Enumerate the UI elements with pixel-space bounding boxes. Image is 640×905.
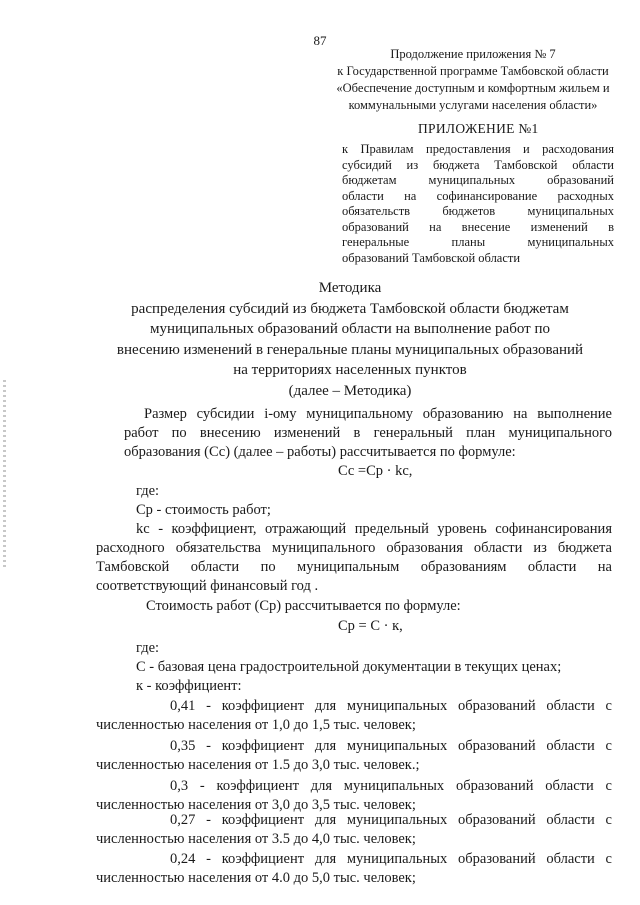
- where-label: где:: [136, 640, 160, 656]
- methodology-line: муниципальных образований области на выполнение работ по: [150, 321, 550, 337]
- coefficient-line: численностью населения от 1.5 до 3,0 тыс. человек.;: [96, 757, 420, 773]
- rules-line: обязательств бюджетов муниципальных: [342, 204, 614, 218]
- coefficient-line: 0,41 - коэффициент для муниципальных образований области с: [170, 698, 612, 714]
- annex-header-line: коммунальными услугами населения области»: [348, 98, 598, 112]
- paragraph-cost: Стоимость работ (Ср) рассчитывается по формуле:: [146, 598, 461, 614]
- rules-line: образований Тамбовской области: [342, 250, 521, 265]
- formula-cost: Ср = С · к,: [338, 618, 403, 634]
- coefficient-line: численностью населения от 4.0 до 5,0 тыс. человек;: [96, 870, 416, 886]
- paragraph-line: Размер субсидии i-ому муниципальному образованию на выполнение: [144, 406, 612, 422]
- page-number: 87: [313, 33, 327, 48]
- coefficient-line: 0,3 - коэффициент для муниципальных образований области с: [170, 778, 612, 794]
- methodology-line: распределения субсидий из бюджета Тамбовской области бюджетам: [131, 300, 569, 317]
- methodology-line: (далее – Методика): [288, 382, 412, 399]
- rules-line: субсидий из бюджета Тамбовской области: [342, 157, 614, 172]
- methodology-line: на территориях населенных пунктов: [233, 362, 467, 378]
- rules-reference: [342, 142, 614, 266]
- coefficient-line: 0,35 - коэффициент для муниципальных образований области с: [170, 738, 612, 754]
- methodology-title: [60, 278, 640, 401]
- methodology-line: внесению изменений в генеральные планы муниципальных образований: [116, 341, 584, 358]
- rules-line: генеральные планы муниципальных: [342, 235, 614, 249]
- annex-header-line: Продолжение приложения № 7: [390, 47, 556, 61]
- paragraph-line: работ по внесению изменений в генеральный план муниципального: [124, 425, 612, 441]
- coefficient-line: численностью населения от 1,0 до 1,5 тыс. человек;: [96, 717, 416, 733]
- definition-cp: Ср - стоимость работ;: [136, 502, 271, 518]
- coefficient-line: 0,24 - коэффициент для муниципальных образований области с: [170, 851, 612, 867]
- annex-header-line: «Обеспечение доступным и комфортным жильем и: [336, 81, 610, 95]
- coefficient-line: 0,27 - коэффициент для муниципальных образований области с: [170, 812, 612, 828]
- annex-header: [328, 46, 618, 114]
- coefficient-line: численностью населения от 3.5 до 4,0 тыс. человек;: [96, 831, 416, 847]
- definition-k: к - коэффициент:: [136, 678, 242, 694]
- rules-line: области на софинансирование расходных: [342, 188, 614, 203]
- methodology-heading: Методика: [318, 280, 382, 296]
- margin-scan-artifact: [3, 380, 6, 570]
- rules-line: образований на внесение изменений в: [342, 219, 614, 234]
- appendix-title: ПРИЛОЖЕНИЕ №1: [418, 121, 539, 136]
- coefficient-line: численностью населения от 3,0 до 3,5 тыс. человек;: [96, 797, 416, 813]
- where-label: где:: [136, 483, 160, 499]
- definition-kc-line: расходного обязательства муниципального образования области из бюджета: [96, 540, 612, 556]
- annex-header-line: к Государственной программе Тамбовской области: [337, 64, 609, 78]
- rules-line: бюджетам муниципальных образований: [342, 173, 614, 187]
- rules-line: к Правилам предоставления и расходования: [342, 142, 614, 156]
- definition-kc-line: kс - коэффициент, отражающий предельный уровень софинансирования: [136, 521, 612, 537]
- formula-subsidy: Сс =Ср · kс,: [338, 463, 413, 479]
- definition-kc-line: соответствующий финансовый год .: [96, 578, 319, 594]
- definition-kc-line: Тамбовской области по муниципальным образованиям области на: [96, 559, 612, 575]
- paragraph-line: образования (Сс) (далее – работы) рассчитывается по формуле:: [124, 444, 516, 460]
- definition-c: С - базовая цена градостроительной документации в текущих ценах;: [136, 659, 562, 675]
